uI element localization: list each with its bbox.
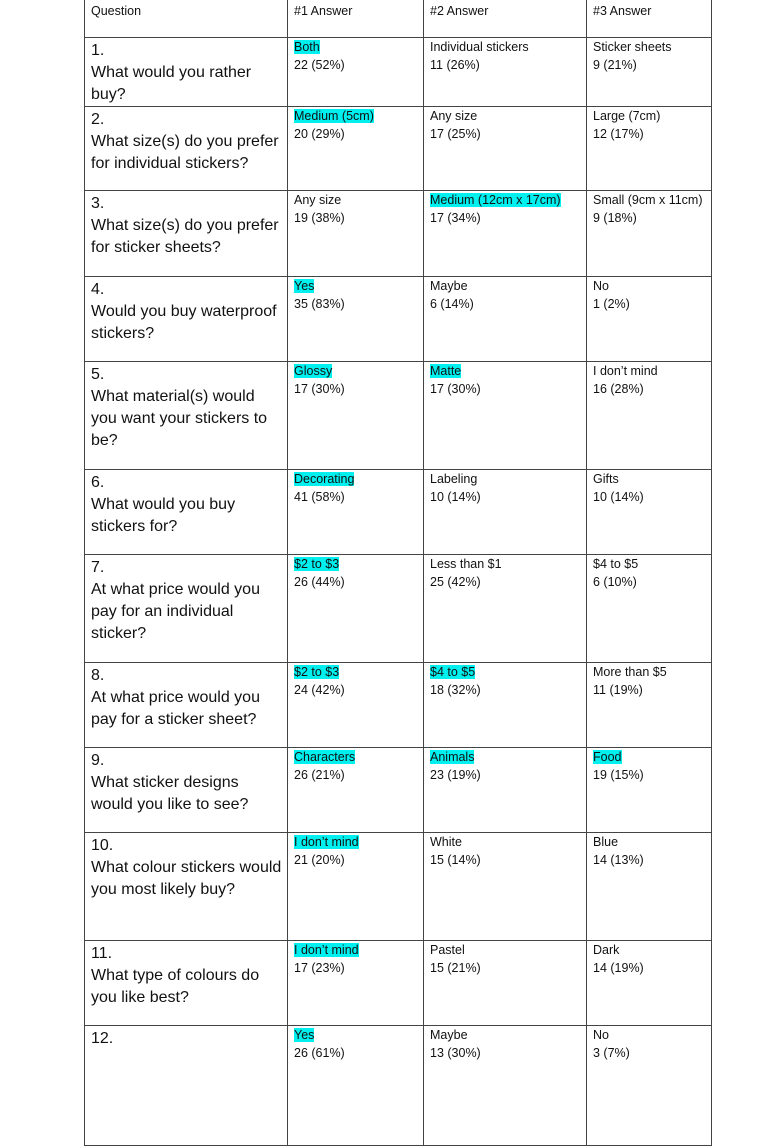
answer-label <box>593 749 709 767</box>
table-row <box>85 1026 712 1146</box>
answer-label-text: Small (9cm x 11cm) <box>593 193 703 207</box>
question-cell <box>85 362 288 470</box>
answer-count: 9 (21%) <box>593 57 637 72</box>
answer-label-text: Any size <box>294 193 342 207</box>
answer-count: 26 (21%) <box>294 767 345 782</box>
answer-label-text: Characters <box>294 750 356 764</box>
answer-label-text: White <box>430 835 462 849</box>
answer-label <box>430 556 584 574</box>
answer-count: 20 (29%) <box>294 126 345 141</box>
answer-count: 3 (7%) <box>593 1045 630 1060</box>
question-text: What size(s) do you prefer for sticker sheets? <box>91 217 279 256</box>
answer-cell-3 <box>587 107 712 191</box>
question-number: 5. <box>91 366 105 383</box>
question-number: 8. <box>91 667 105 684</box>
answer-label-text: Blue <box>593 835 619 849</box>
table-row <box>85 941 712 1026</box>
question-text: What size(s) do you prefer for individual stickers? <box>91 133 279 172</box>
table-row <box>85 191 712 277</box>
answer-label-text: I don’t mind <box>294 835 359 849</box>
answer-label-text: Glossy <box>294 364 333 378</box>
answer-cell-2 <box>424 470 587 555</box>
answer-cell-1 <box>288 38 424 107</box>
answer-count: 24 (42%) <box>294 682 345 697</box>
answer-label-text: More than $5 <box>593 665 667 679</box>
question-text: What would you buy stickers for? <box>91 496 236 535</box>
answer-count: 17 (30%) <box>430 381 481 396</box>
answer-count: 19 (15%) <box>593 767 644 782</box>
answer-count: 17 (23%) <box>294 960 345 975</box>
answer-label-text: Dark <box>593 943 620 957</box>
question-cell <box>85 941 288 1026</box>
answer-count: 11 (19%) <box>593 682 643 697</box>
answer-cell-3 <box>587 748 712 833</box>
header-answer-2: #2 Answer <box>424 0 587 38</box>
table-row <box>85 833 712 941</box>
answer-label <box>294 363 421 381</box>
answer-label-text: No <box>593 279 609 293</box>
answer-cell-1 <box>288 277 424 362</box>
answer-count: 22 (52%) <box>294 57 345 72</box>
question-cell <box>85 470 288 555</box>
answer-cell-2 <box>424 107 587 191</box>
answer-label <box>593 363 709 381</box>
answer-cell-3 <box>587 38 712 107</box>
answer-count: 9 (18%) <box>593 210 637 225</box>
question-text: At what price would you pay for an individual sticker? <box>91 581 260 642</box>
answer-label-text: Less than $1 <box>430 557 502 571</box>
question-cell <box>85 1026 288 1146</box>
answer-count: 16 (28%) <box>593 381 644 396</box>
answer-count: 18 (32%) <box>430 682 481 697</box>
answer-count: 35 (83%) <box>294 296 345 311</box>
question-number: 4. <box>91 281 105 298</box>
answer-label <box>294 942 421 960</box>
answer-label <box>294 749 421 767</box>
question-cell <box>85 833 288 941</box>
answer-cell-2 <box>424 277 587 362</box>
question-number: 9. <box>91 752 105 769</box>
header-answer-3: #3 Answer <box>587 0 712 38</box>
question-number: 1. <box>91 42 105 59</box>
answer-cell-2 <box>424 1026 587 1146</box>
question-number: 12. <box>91 1030 114 1047</box>
answer-label <box>430 749 584 767</box>
answer-label <box>430 942 584 960</box>
answer-label <box>593 471 709 489</box>
answer-label-text: Decorating <box>294 472 355 486</box>
answer-count: 10 (14%) <box>430 489 481 504</box>
answer-count: 26 (44%) <box>294 574 345 589</box>
answer-cell-2 <box>424 748 587 833</box>
answer-count: 15 (14%) <box>430 852 481 867</box>
answer-cell-3 <box>587 663 712 748</box>
answer-label-text: Food <box>593 750 622 764</box>
answer-label <box>593 278 709 296</box>
answer-label <box>430 278 584 296</box>
header-answer-1: #1 Answer <box>288 0 424 38</box>
answer-label <box>430 39 584 57</box>
answer-count: 13 (30%) <box>430 1045 481 1060</box>
answer-label-text: Individual stickers <box>430 40 529 54</box>
answer-count: 21 (20%) <box>294 852 345 867</box>
answer-cell-2 <box>424 38 587 107</box>
answer-cell-3 <box>587 1026 712 1146</box>
answer-cell-1 <box>288 663 424 748</box>
question-number: 7. <box>91 559 105 576</box>
answer-label-text: Sticker sheets <box>593 40 672 54</box>
answer-cell-3 <box>587 191 712 277</box>
answer-label <box>430 363 584 381</box>
answer-label <box>294 1027 421 1045</box>
question-cell <box>85 663 288 748</box>
table-row <box>85 107 712 191</box>
answer-label <box>294 39 421 57</box>
question-text: What material(s) would you want your stickers to be? <box>91 388 268 449</box>
answer-label-text: Any size <box>430 109 478 123</box>
question-text: What type of colours do you like best? <box>91 967 260 1006</box>
answer-count: 14 (19%) <box>593 960 644 975</box>
answer-label <box>294 108 421 126</box>
answer-count: 41 (58%) <box>294 489 345 504</box>
question-text: What sticker designs would you like to see? <box>91 774 249 813</box>
table-row <box>85 748 712 833</box>
question-number: 11. <box>91 945 113 962</box>
answer-label <box>294 664 421 682</box>
answer-label-text: $4 to $5 <box>430 665 476 679</box>
answer-count: 17 (30%) <box>294 381 345 396</box>
answer-label <box>593 942 709 960</box>
answer-count: 26 (61%) <box>294 1045 345 1060</box>
answer-label <box>430 192 584 210</box>
answer-cell-1 <box>288 470 424 555</box>
answer-label <box>294 471 421 489</box>
answer-label <box>593 1027 709 1045</box>
answer-label <box>593 556 709 574</box>
answer-cell-2 <box>424 941 587 1026</box>
answer-label-text: Matte <box>430 364 462 378</box>
question-text: Would you buy waterproof stickers? <box>91 303 277 342</box>
answer-label-text: Maybe <box>430 1028 468 1042</box>
answer-cell-3 <box>587 277 712 362</box>
answer-cell-2 <box>424 663 587 748</box>
question-number: 2. <box>91 111 105 128</box>
answer-cell-1 <box>288 1026 424 1146</box>
answer-cell-3 <box>587 470 712 555</box>
answer-cell-3 <box>587 555 712 663</box>
answer-label-text: Gifts <box>593 472 619 486</box>
question-cell <box>85 277 288 362</box>
answer-label-text: $4 to $5 <box>593 557 639 571</box>
answer-label-text: $2 to $3 <box>294 557 340 571</box>
answer-label-text: $2 to $3 <box>294 665 340 679</box>
answer-label-text: Pastel <box>430 943 465 957</box>
question-cell <box>85 38 288 107</box>
answer-label <box>294 556 421 574</box>
answer-label-text: Large (7cm) <box>593 109 661 123</box>
answer-cell-1 <box>288 833 424 941</box>
answer-count: 14 (13%) <box>593 852 644 867</box>
answer-cell-2 <box>424 191 587 277</box>
table-row <box>85 362 712 470</box>
answer-cell-1 <box>288 555 424 663</box>
answer-label <box>593 834 709 852</box>
answer-cell-3 <box>587 362 712 470</box>
answer-count: 17 (34%) <box>430 210 481 225</box>
answer-label <box>430 471 584 489</box>
answer-label-text: Animals <box>430 750 475 764</box>
answer-label-text: Medium (12cm x 17cm) <box>430 193 561 207</box>
table-row <box>85 555 712 663</box>
answer-count: 25 (42%) <box>430 574 481 589</box>
answer-label <box>430 834 584 852</box>
answer-label <box>294 834 421 852</box>
question-text: At what price would you pay for a sticker sheet? <box>91 689 260 728</box>
answer-label <box>593 108 709 126</box>
answer-label <box>430 108 584 126</box>
answer-count: 15 (21%) <box>430 960 481 975</box>
answer-count: 23 (19%) <box>430 767 481 782</box>
answer-label <box>593 664 709 682</box>
question-number: 10. <box>91 837 114 854</box>
answer-label <box>430 664 584 682</box>
answer-label <box>294 192 421 210</box>
question-cell <box>85 555 288 663</box>
survey-results-table <box>84 0 712 1146</box>
question-text: What colour stickers would you most likely buy? <box>91 859 282 898</box>
answer-count: 19 (38%) <box>294 210 345 225</box>
answer-count: 1 (2%) <box>593 296 630 311</box>
table-row <box>85 277 712 362</box>
answer-label <box>294 278 421 296</box>
question-text: What would you rather buy? <box>91 64 252 103</box>
question-cell <box>85 191 288 277</box>
answer-cell-1 <box>288 107 424 191</box>
answer-cell-3 <box>587 941 712 1026</box>
answer-cell-2 <box>424 833 587 941</box>
table-row <box>85 663 712 748</box>
answer-count: 17 (25%) <box>430 126 481 141</box>
answer-cell-2 <box>424 362 587 470</box>
question-number: 6. <box>91 474 105 491</box>
answer-label-text: Labeling <box>430 472 478 486</box>
answer-label-text: I don’t mind <box>294 943 359 957</box>
header-question: Question <box>85 0 288 38</box>
answer-label-text: Yes <box>294 1028 315 1042</box>
question-number: 3. <box>91 195 105 212</box>
table-row <box>85 38 712 107</box>
header-row <box>85 0 712 38</box>
answer-cell-1 <box>288 748 424 833</box>
answer-label-text: I don’t mind <box>593 364 658 378</box>
answer-label <box>593 39 709 57</box>
answer-label <box>430 1027 584 1045</box>
answer-label <box>593 192 709 210</box>
answer-label-text: Both <box>294 40 320 54</box>
answer-cell-1 <box>288 362 424 470</box>
answer-count: 6 (10%) <box>593 574 637 589</box>
question-cell <box>85 107 288 191</box>
answer-count: 6 (14%) <box>430 296 474 311</box>
answer-count: 12 (17%) <box>593 126 644 141</box>
table-body <box>85 0 712 1146</box>
question-cell <box>85 748 288 833</box>
answer-cell-1 <box>288 191 424 277</box>
answer-label-text: Maybe <box>430 279 468 293</box>
table-row <box>85 470 712 555</box>
answer-cell-1 <box>288 941 424 1026</box>
answer-cell-2 <box>424 555 587 663</box>
answer-label-text: Medium (5cm) <box>294 109 374 123</box>
answer-cell-3 <box>587 833 712 941</box>
answer-label-text: No <box>593 1028 609 1042</box>
answer-label-text: Yes <box>294 279 315 293</box>
answer-count: 11 (26%) <box>430 57 480 72</box>
answer-count: 10 (14%) <box>593 489 644 504</box>
